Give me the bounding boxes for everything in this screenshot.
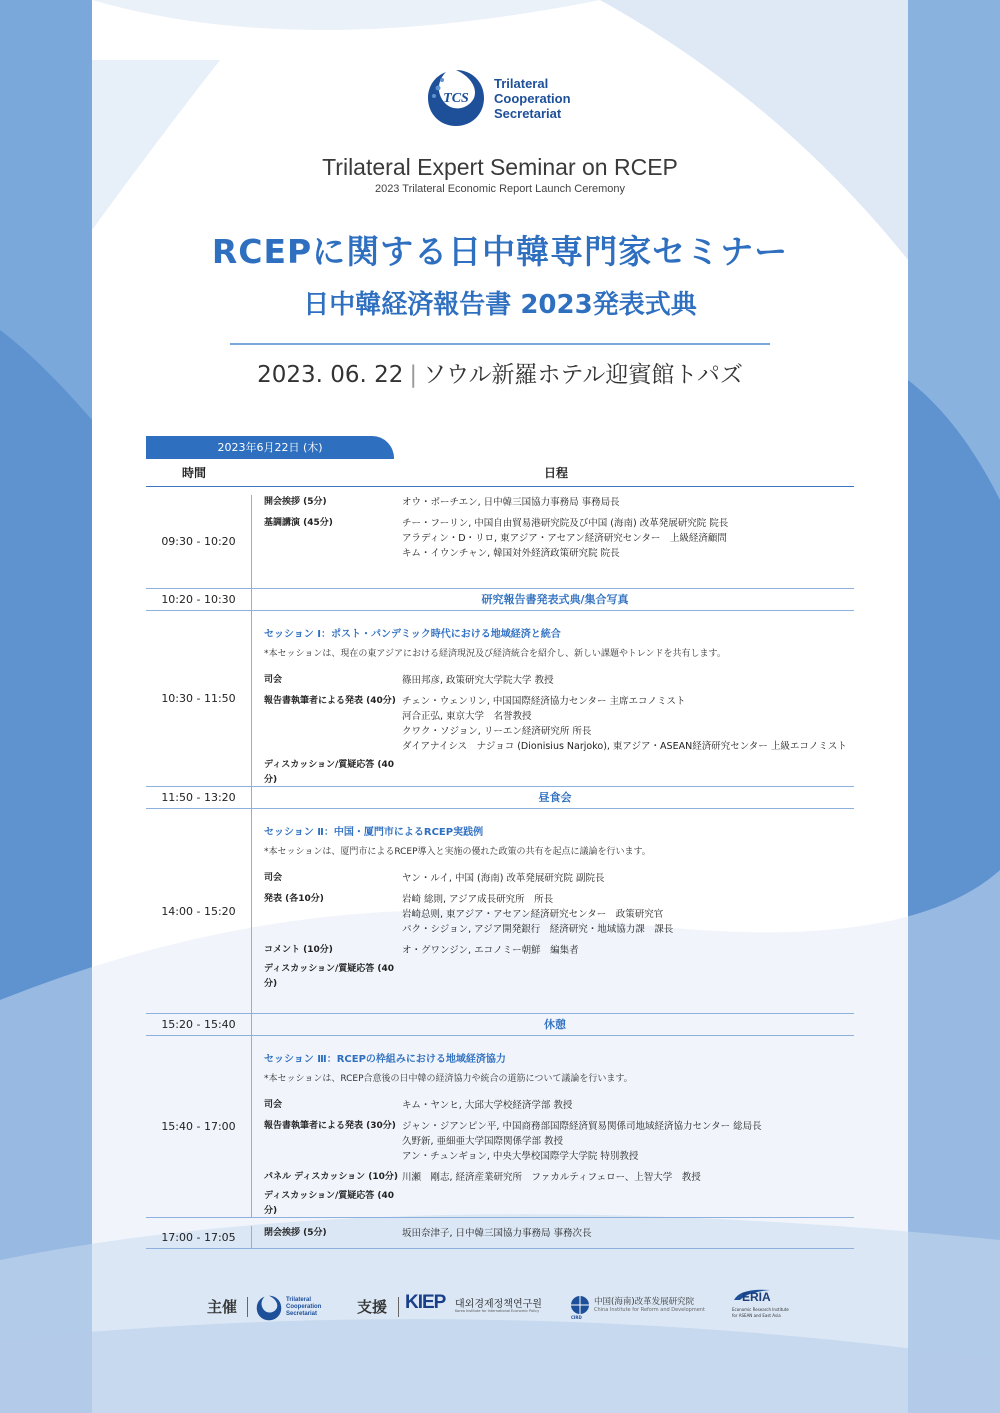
program-item <box>264 962 846 989</box>
tcs-logo <box>424 66 594 132</box>
schedule-row <box>146 611 854 787</box>
program-role: ディスカッション/質疑応答 (40分) <box>264 964 395 989</box>
session-title: セッション Ⅲ：RCEPの枠組みにおける地域経済協力 <box>264 1054 506 1065</box>
speaker: 篠田邦彦, 政策研究大学院大学 教授 <box>402 675 554 686</box>
title-divider <box>230 343 770 345</box>
program-item <box>264 1189 846 1216</box>
kiep-mark: KIEP <box>405 1292 446 1313</box>
schedule-row <box>146 1014 854 1036</box>
logo-line-1: Trilateral <box>494 76 549 91</box>
program-item <box>264 943 846 958</box>
program-role: パネル ディスカッション (10分) <box>264 1172 399 1182</box>
host-logo-line-2: Cooperation <box>286 1304 322 1310</box>
speaker: ヤン・ルイ, 中国 (海南) 改革発展研究院 副院長 <box>402 873 605 884</box>
program-role: 閉会挨拶 (5分) <box>264 1228 327 1238</box>
speaker: ジャン・ジアンピン平, 中国商務部国際経済貿易関係司地域経済協力センター 総局長 <box>402 1121 762 1132</box>
program-speakers <box>402 694 846 754</box>
program-role: 司会 <box>264 675 283 685</box>
host-tcs-logo <box>255 1288 345 1328</box>
program-item <box>264 871 846 886</box>
session-title: セッション Ⅰ：ポスト・パンデミック時代における地域経済と統合 <box>264 629 561 640</box>
tcs-globe-icon <box>424 66 488 130</box>
schedule-row <box>146 809 854 1014</box>
program-role: コメント (10分) <box>264 945 333 955</box>
row-time: 15:40 - 17:00 <box>146 1036 252 1217</box>
event-venue: ソウル新羅ホテル迎賓館トパズ <box>423 362 743 388</box>
program-speakers <box>402 516 846 561</box>
program-item <box>264 673 846 688</box>
logo-line-2: Cooperation <box>494 91 571 106</box>
program-speakers <box>402 943 846 958</box>
host-tcs-icon <box>255 1294 283 1322</box>
program-speakers <box>402 892 846 937</box>
session-note: *本セッションは、RCEP合意後の日中韓の経済協力や統合の道筋について議論を行います。 <box>264 1074 633 1084</box>
support-label: 支援 <box>357 1298 388 1316</box>
speaker: アン・チュンギョン, 中央大學校国際学大学院 特別教授 <box>402 1151 639 1162</box>
speaker: オウ・ボーチエン, 日中韓三国協力事務局 事務局長 <box>402 497 620 508</box>
host-logo-line-3: Secretariat <box>286 1311 318 1317</box>
speaker: パク・シジョン, アジア開発銀行 経済研究・地域協力課 課長 <box>402 924 674 935</box>
program-role: 司会 <box>264 1100 283 1110</box>
cird-english-name: China Institute for Reform and Development <box>594 1307 705 1313</box>
kiep-korean-name: 대외경제정책연구원 <box>455 1299 542 1310</box>
row-content <box>252 1226 854 1241</box>
speaker: 岩崎总则, 東アジア・アセアン経済研究センター 政策研究官 <box>402 909 664 920</box>
row-content <box>252 1036 854 1216</box>
program-speakers <box>402 1119 846 1164</box>
date-venue-line <box>0 356 1000 389</box>
event-date: 2023. 06. 22 <box>257 362 404 388</box>
row-band-title: 昼食会 <box>538 791 572 804</box>
schedule-table <box>146 459 854 1249</box>
program-item <box>264 495 846 510</box>
schedule-header <box>146 459 854 487</box>
row-time: 17:00 - 17:05 <box>146 1226 252 1248</box>
speaker: アラディン・D・リロ, 東アジア・アセアン経済研究センター 上級経済顧問 <box>402 533 727 544</box>
row-time: 15:20 - 15:40 <box>146 1014 252 1035</box>
cird-mark: CIRD <box>571 1315 582 1320</box>
speaker: 坂田奈津子, 日中韓三国協力事務局 事務次長 <box>402 1228 592 1239</box>
program-item <box>264 516 846 561</box>
japanese-title: RCEPに関する日中韓専門家セミナー <box>211 232 789 271</box>
row-time: 14:00 - 15:20 <box>146 809 252 1013</box>
program-item <box>264 1226 846 1241</box>
host-divider <box>247 1297 248 1317</box>
program-item <box>264 1119 846 1164</box>
program-item <box>264 892 846 937</box>
program-role: 報告書執筆者による発表 (40分) <box>264 696 396 706</box>
program-role: ディスカッション/質疑応答 (40分) <box>264 760 395 785</box>
row-content <box>252 611 854 785</box>
time-column-header: 時間 <box>182 466 207 480</box>
program-item <box>264 758 846 785</box>
tcs-mark-text: TCS <box>443 91 469 106</box>
host-logo-line-1: Trilateral <box>286 1297 312 1303</box>
logo-line-3: Secretariat <box>494 106 562 121</box>
row-time: 10:30 - 11:50 <box>146 611 252 786</box>
program-speakers <box>402 1226 846 1241</box>
kiep-logo <box>405 1292 555 1326</box>
cird-logo <box>570 1292 720 1326</box>
speaker: チェン・ウェンリン, 中国国際経済協力センター 主席エコノミスト <box>402 696 686 707</box>
program-speakers <box>402 962 846 977</box>
eria-english-line-2: for ASEAN and East Asia <box>732 1313 781 1318</box>
program-role: 司会 <box>264 873 283 883</box>
program-item <box>264 1170 846 1185</box>
program-speakers <box>402 1098 846 1113</box>
eria-logo <box>730 1284 800 1328</box>
support-divider <box>398 1297 399 1317</box>
program-column-header: 日程 <box>544 466 569 480</box>
host-label: 主催 <box>207 1298 238 1316</box>
row-band-title: 休憩 <box>544 1018 566 1031</box>
program-role: 開会挨拶 (5分) <box>264 497 327 507</box>
footer <box>0 1284 1000 1334</box>
speaker: クワク・ソジョン, リーエン経済研究所 所長 <box>402 726 592 737</box>
english-subtitle: 2023 Trilateral Economic Report Launch Ceremony <box>374 183 626 195</box>
program-speakers <box>402 1170 846 1185</box>
speaker: 川瀬 剛志, 経済産業研究所 ファカルティフェロー、上智大学 教授 <box>402 1172 701 1183</box>
english-title: Trilateral Expert Seminar on RCEP <box>322 154 678 180</box>
program-role: 報告書執筆者による発表 (30分) <box>264 1121 396 1131</box>
program-speakers <box>402 871 846 886</box>
speaker: キム・ヤンヒ, 大邱大学校経済学部 教授 <box>402 1100 573 1111</box>
schedule-row <box>146 495 854 589</box>
eria-english-line-1: Economic Research Institute <box>732 1307 789 1312</box>
schedule-date-tab: 2023年6月22日 (木) <box>146 436 394 459</box>
schedule-row <box>146 787 854 809</box>
speaker: チー・フーリン, 中国自由貿易港研究院及び中国 (海南) 改革発展研究院 院長 <box>402 518 729 529</box>
eria-mark: ERIA <box>742 1290 771 1304</box>
row-time: 09:30 - 10:20 <box>146 495 252 588</box>
program-speakers <box>402 1189 846 1204</box>
program-speakers <box>402 495 846 510</box>
row-content <box>252 809 854 989</box>
program-item <box>264 1098 846 1113</box>
speaker: ダイアナイシス ナジョコ (Dionisius Narjoko), 東アジア・ASEAN経済研究センター 上級エコノミスト <box>402 741 847 752</box>
schedule-row <box>146 589 854 611</box>
speaker: キム・イウンチャン, 韓国対外経済政策研究院 院長 <box>402 548 620 559</box>
session-note: *本セッションは、厦門市によるRCEP導入と実施の優れた政策の共有を起点に議論を行います。 <box>264 847 651 857</box>
session-title: セッション Ⅱ：中国・厦門市によるRCEP実践例 <box>264 827 484 838</box>
row-time: 10:20 - 10:30 <box>146 589 252 610</box>
program-role: ディスカッション/質疑応答 (40分) <box>264 1191 395 1216</box>
speaker: 久野新, 亜細亜大学国際関係学部 教授 <box>402 1136 564 1147</box>
row-content <box>252 495 854 561</box>
japanese-subtitle: 日中韓経済報告書 2023発表式典 <box>303 290 697 320</box>
program-item <box>264 694 846 754</box>
speaker: オ・グワンジン, エコノミー朝鮮 編集者 <box>402 945 579 956</box>
cird-globe-icon <box>570 1295 590 1315</box>
session-note: *本セッションは、現在の東アジアにおける経済現況及び経済統合を紹介し、新しい課題やトレンドを共有します。 <box>264 649 726 659</box>
program-speakers <box>402 673 846 688</box>
program-speakers <box>402 758 846 773</box>
program-role: 発表 (各10分) <box>264 894 324 904</box>
row-band-title: 研究報告書発表式典/集合写真 <box>481 593 629 606</box>
schedule-row <box>146 1226 854 1249</box>
cird-chinese-name: 中国(海南)改革发展研究院 <box>594 1297 695 1307</box>
kiep-english-name: Korea Institute for International Economic Policy <box>455 1309 540 1313</box>
speaker: 河合正弘, 東京大学 名誉教授 <box>402 711 532 722</box>
program-role: 基調講演 (45分) <box>264 518 333 528</box>
speaker: 岩崎 総則, アジア成長研究所 所長 <box>402 894 554 905</box>
row-time: 11:50 - 13:20 <box>146 787 252 808</box>
schedule-row <box>146 1036 854 1218</box>
date-separator: | <box>409 362 418 388</box>
